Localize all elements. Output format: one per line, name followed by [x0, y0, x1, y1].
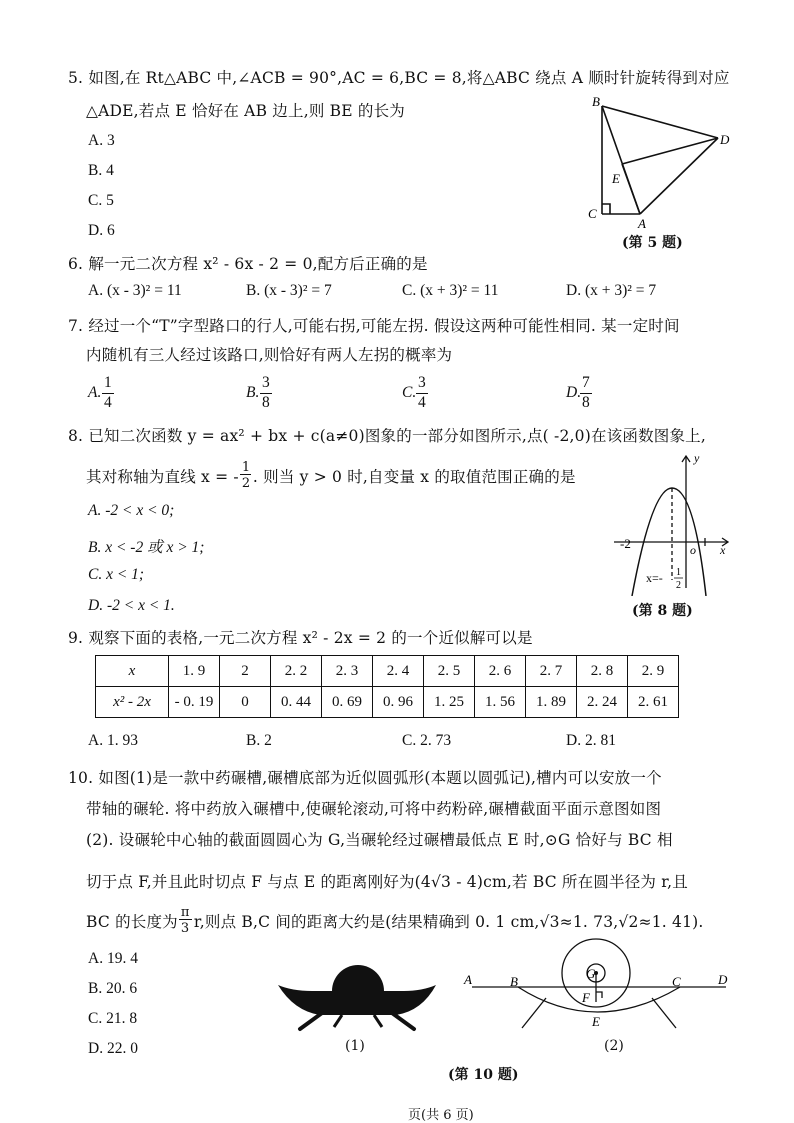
- q5-label-b: B: [592, 94, 600, 109]
- q5-label-d: D: [720, 132, 730, 147]
- q8-label-y: y: [694, 451, 700, 465]
- q9-option-a: A. 1. 93: [88, 732, 138, 749]
- table-cell: 2. 7: [526, 656, 577, 687]
- q8-stem-line2: 其对称轴为直线 x = - $\frac{1}{2}$ . 则当 y > 0 时,自变量 x 的取值范围正确的是: [86, 460, 576, 491]
- q10-label-d: D: [718, 972, 728, 987]
- q10-line4: 切于点 F,并且此时切点 F 与点 E 的距离刚好为(4√3 - 4)cm,若 BC 所在圆半径为 r,且: [86, 873, 688, 891]
- q6-option-c: C. (x + 3)² = 11: [402, 282, 499, 299]
- table-cell: 1. 25: [424, 687, 475, 718]
- q8-label-axis-num: 1: [676, 567, 681, 578]
- table-cell: 2. 5: [424, 656, 475, 687]
- q6-option-b: B. (x - 3)² = 7: [246, 282, 332, 299]
- q5-figure: [580, 92, 740, 232]
- q10-label-a: A: [464, 972, 472, 987]
- table-cell: 2. 24: [577, 687, 628, 718]
- q10-label-c: C: [672, 974, 681, 989]
- q7-stem-line1: 7. 经过一个“T”字型路口的行人,可能右拐,可能左拐. 假设这两种可能性相同. 某一定时间: [68, 317, 680, 335]
- q8-label-axis: x=-: [646, 571, 663, 585]
- q10-option-c: C. 21. 8: [88, 1010, 138, 1027]
- q5-label-c: C: [588, 206, 597, 221]
- q10-fig1-label: (1): [345, 1038, 365, 1054]
- q8-option-b: B. x < -2 或 x > 1;: [88, 539, 205, 556]
- q5-stem-line2: △ADE,若点 E 恰好在 AB 边上,则 BE 的长为: [86, 102, 405, 120]
- table-cell: 1. 89: [526, 687, 577, 718]
- table-cell: 2. 8: [577, 656, 628, 687]
- table-cell: 0. 69: [322, 687, 373, 718]
- table-cell: 2. 6: [475, 656, 526, 687]
- q10-label-e: E: [592, 1014, 600, 1029]
- q8-figure: [610, 448, 740, 596]
- q10-line1: 10. 如图(1)是一款中药碾槽,碾槽底部为近似圆弧形(本题以圆弧记),槽内可以安放一个: [68, 769, 662, 787]
- q8-option-c: C. x < 1;: [88, 566, 145, 583]
- table-cell: 0. 44: [271, 687, 322, 718]
- q6-option-a: A. (x - 3)² = 11: [88, 282, 182, 299]
- q10-line2: 带轴的碾轮. 将中药放入碾槽中,使碾轮滚动,可将中药粉碎,碾槽截面平面示意图如图: [86, 800, 662, 818]
- q5-label-e: E: [612, 171, 620, 186]
- q10-caption: (第 10 题): [448, 1067, 519, 1083]
- q10-label-b: B: [510, 974, 518, 989]
- q6-stem: 6. 解一元二次方程 x² - 6x - 2 = 0,配方后正确的是: [68, 255, 428, 273]
- table-cell: 2. 61: [628, 687, 679, 718]
- q10-option-a: A. 19. 4: [88, 950, 138, 967]
- q5-option-d: D. 6: [88, 222, 115, 239]
- q5-caption: (第 5 题): [622, 235, 683, 251]
- table-row: [96, 687, 679, 718]
- table-cell: 2. 9: [628, 656, 679, 687]
- q8-label-axis-den: 2: [676, 580, 681, 591]
- q8-label-neg2: -2: [620, 536, 631, 551]
- table-cell: 0. 96: [373, 687, 424, 718]
- table-cell: 2. 3: [322, 656, 373, 687]
- q10-label-g: G: [586, 966, 596, 981]
- q8-label-origin: o: [690, 543, 696, 557]
- q10-fig2-label: (2): [604, 1038, 624, 1054]
- q5-label-a: A: [638, 216, 646, 231]
- q10-option-b: B. 20. 6: [88, 980, 138, 997]
- q5-option-a: A. 3: [88, 132, 115, 149]
- table-cell: - 0. 19: [169, 687, 220, 718]
- table-row: [96, 656, 679, 687]
- table-header-cell: x² - 2x: [96, 687, 169, 718]
- q9-option-c: C. 2. 73: [402, 732, 452, 749]
- q6-option-d: D. (x + 3)² = 7: [566, 282, 657, 299]
- q9-stem: 9. 观察下面的表格,一元二次方程 x² - 2x = 2 的一个近似解可以是: [68, 629, 533, 647]
- q10-figure-2-schematic: [458, 930, 738, 1038]
- q9-option-d: D. 2. 81: [566, 732, 616, 749]
- table-cell: 1. 9: [169, 656, 220, 687]
- q8-caption: (第 8 题): [632, 603, 693, 619]
- q10-line5: BC 的长度为 $\frac{\pi}{3}$ r,则点 B,C 间的距离大约是(结果精确到 0. 1 cm,√3≈1. 73,√2≈1. 41).: [86, 905, 704, 936]
- q8-label-x: x: [720, 543, 726, 557]
- table-cell: 1. 56: [475, 687, 526, 718]
- q10-figure-1-trough: [272, 955, 442, 1035]
- q10-label-f: F: [582, 990, 590, 1005]
- q5-option-c: C. 5: [88, 192, 114, 209]
- table-cell: 0: [220, 687, 271, 718]
- q9-option-b: B. 2: [246, 732, 272, 749]
- q9-table: [95, 655, 679, 718]
- table-cell: 2. 4: [373, 656, 424, 687]
- q8-option-d: D. -2 < x < 1.: [88, 597, 175, 614]
- page-footer: 页(共 6 页): [408, 1108, 474, 1123]
- table-header-cell: x: [96, 656, 169, 687]
- q8-option-a: A. -2 < x < 0;: [88, 502, 175, 519]
- table-cell: 2. 2: [271, 656, 322, 687]
- q8-stem-line1: 8. 已知二次函数 y = ax² + bx + c(a≠0)图象的一部分如图所示,点( -2,0)在该函数图象上,: [68, 427, 707, 445]
- q10-line3: (2). 设碾轮中心轴的截面圆圆心为 G,当碾轮经过碾槽最低点 E 时,⊙G 恰好与 BC 相: [86, 831, 673, 849]
- q5-option-b: B. 4: [88, 162, 114, 179]
- q5-stem-line1: 5. 如图,在 Rt△ABC 中,∠ACB = 90°,AC = 6,BC = 8,将△ABC 绕点 A 顺时针旋转得到对应: [68, 69, 730, 87]
- table-cell: 2: [220, 656, 271, 687]
- q7-stem-line2: 内随机有三人经过该路口,则恰好有两人左拐的概率为: [86, 346, 453, 364]
- q10-option-d: D. 22. 0: [88, 1040, 138, 1057]
